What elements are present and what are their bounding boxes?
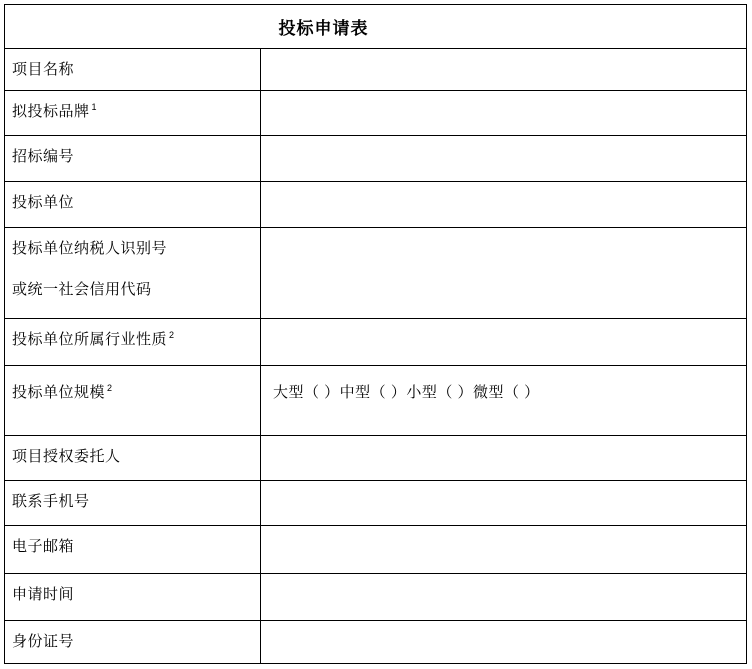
- row-email: [5, 526, 747, 574]
- row-tender-number: [5, 136, 747, 182]
- bid-brand-field[interactable]: [261, 91, 747, 136]
- company-size-label: 投标单位规模 $^2$: [5, 366, 261, 436]
- footnote-ref-2: 2: [107, 383, 113, 393]
- company-size-options[interactable]: 大型（ ）中型（ ）小型（ ）微型（ ）: [261, 366, 747, 436]
- project-name-label: 项目名称: [5, 49, 261, 91]
- application-date-field[interactable]: [261, 574, 747, 621]
- row-mobile-number: [5, 481, 747, 526]
- footnote-ref-1: 1: [91, 102, 98, 112]
- bidder-unit-label: 投标单位: [5, 182, 261, 228]
- row-project-name: [5, 49, 747, 91]
- bid-brand-label: 拟投标品牌 $^1$: [5, 91, 261, 136]
- row-application-date: [5, 574, 747, 621]
- industry-type-label: 投标单位所属行业性质 $^2$: [5, 319, 261, 366]
- row-company-size: [5, 366, 747, 436]
- title-row: [5, 5, 747, 49]
- project-name-field[interactable]: [261, 49, 747, 91]
- form-title: 投标申请表: [5, 5, 747, 49]
- taxpayer-id-label-line2: 或统一社会信用代码: [12, 281, 152, 298]
- row-taxpayer-id: [5, 228, 747, 319]
- taxpayer-id-label-line1: 投标单位纳税人识别号: [12, 240, 168, 257]
- authorized-agent-field[interactable]: [261, 436, 747, 481]
- taxpayer-id-label: [5, 228, 261, 319]
- mobile-number-label: 联系手机号: [5, 481, 261, 526]
- authorized-agent-label: 项目授权委托人: [5, 436, 261, 481]
- footnote-ref-2: 2: [169, 330, 175, 340]
- bid-application-form-table: [4, 4, 747, 664]
- application-date-label: 申请时间: [5, 574, 261, 621]
- row-authorized-agent: [5, 436, 747, 481]
- mobile-number-field[interactable]: [261, 481, 747, 526]
- industry-type-field[interactable]: [261, 319, 747, 366]
- email-field[interactable]: [261, 526, 747, 574]
- id-number-field[interactable]: [261, 621, 747, 664]
- tender-number-field[interactable]: [261, 136, 747, 182]
- email-label: 电子邮箱: [5, 526, 261, 574]
- row-bid-brand: [5, 91, 747, 136]
- bidder-unit-field[interactable]: [261, 182, 747, 228]
- id-number-label: 身份证号: [5, 621, 261, 664]
- row-id-number: [5, 621, 747, 664]
- taxpayer-id-field[interactable]: [261, 228, 747, 319]
- row-bidder-unit: [5, 182, 747, 228]
- tender-number-label: 招标编号: [5, 136, 261, 182]
- row-industry-type: [5, 319, 747, 366]
